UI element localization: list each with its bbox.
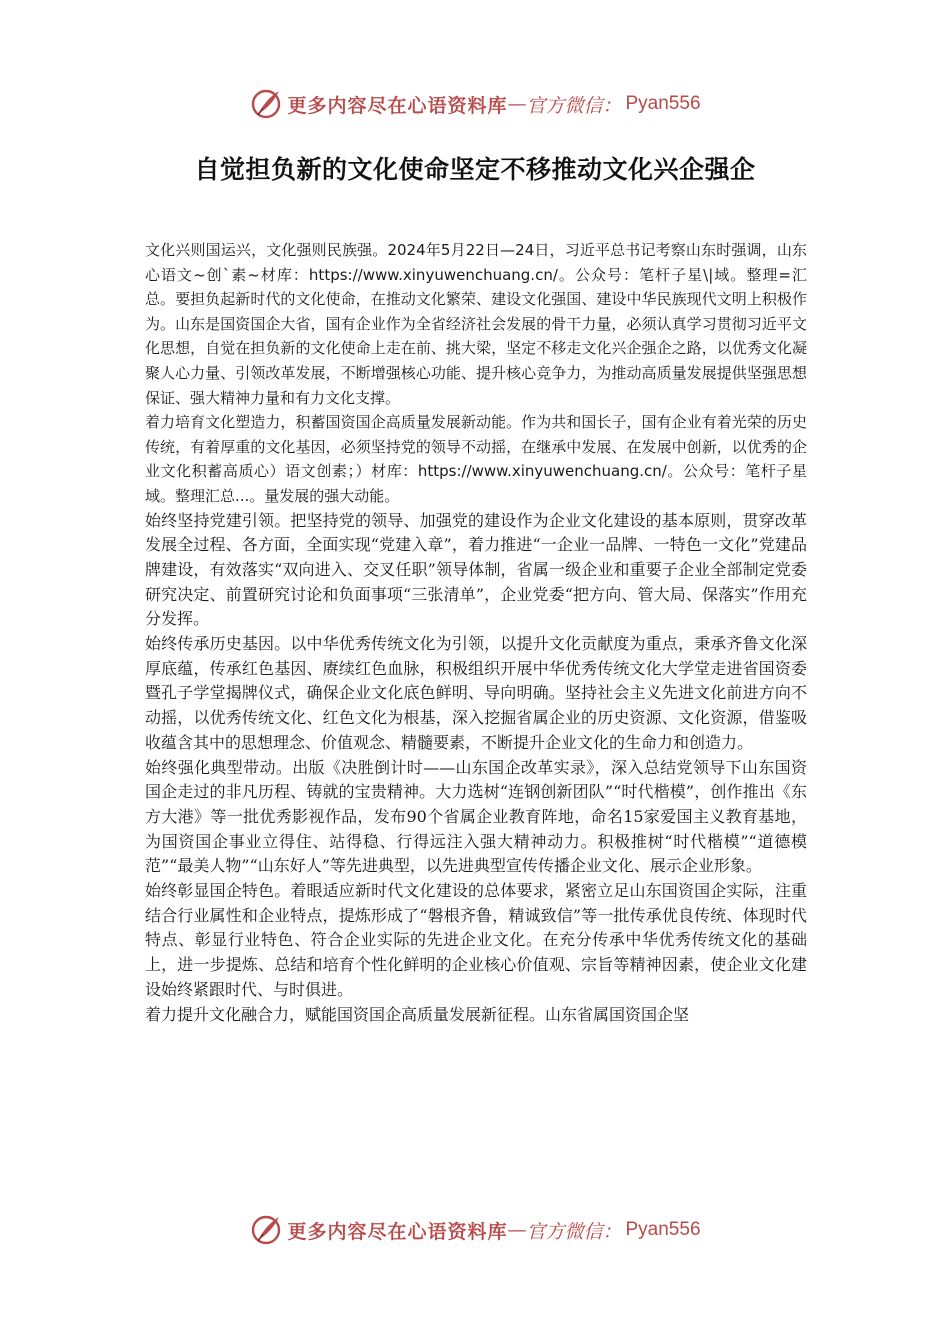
watermark-text: 更多内容尽在心语资料库 [287,94,508,117]
paragraph: 着力提升文化融合力，赋能国资国企高质量发展新征程。山东省属国资国企坚 [145,1004,690,1024]
quill-logo-icon [249,87,283,121]
watermark-label: 官方微信： [526,94,622,117]
paragraph: 始终彰显国企特色。着眼适应新时代文化建设的总体要求，紧密立足山东国资国企实际，注重结合行业属性和企业特点，提炼形成了“磐根齐鲁，精诚致信”等一批传承优良传统、体现时代特点、彰显行业特色、符合企业实际的先进企业文化。在充分传承中华优秀传统文化的基础上，进一步提炼、总结和培育个性化鲜明的企业核心价值观、宗旨等精神因素，使企业文化建设始终紧跟时代、与时俱进。 [145,881,807,999]
watermark-footer [0,1210,950,1250]
watermark-wechat-id: Pyan556 [625,93,701,114]
article-body [145,238,807,1027]
watermark-header [0,84,950,124]
watermark-dash: — [507,93,527,115]
paragraph: 始终强化典型带动。出版《决胜倒计时——山东国企改革实录》，深入总结党领导下山东国资国企走过的非凡历程、铸就的宝贵精神。大力选树“连钢创新团队”“时代楷模”，创作推出《东方大港》等一批优秀影视作品，发布90个省属企业教育阵地，命名15家爱国主义教育基地，为国资国企事业立得住、站得稳、行得远注入强大精神动力。积极推树“时代楷模”“道德模范”“最美人物”“山东好人”等先进典型，以先进典型宣传传播企业文化、展示企业形象。 [145,757,807,876]
watermark-label: 官方微信： [526,1220,622,1243]
paragraph: 始终传承历史基因。以中华优秀传统文化为引领，以提升文化贡献度为重点，秉承齐鲁文化深厚底蕴，传承红色基因、赓续红色血脉，积极组织开展中华优秀传统文化大学堂走进省国资委暨孔子学堂揭牌仪式，确保企业文化底色鲜明、导向明确。坚持社会主义先进文化前进方向不动摇，以优秀传统文化、红色文化为根基，深入挖掘省属企业的历史资源、文化资源，借鉴吸收蕴含其中的思想理念、价值观念、精髓要素，不断提升企业文化的生命力和创造力。 [145,634,807,752]
paragraph: 始终坚持党建引领。把坚持党的领导、加强党的建设作为企业文化建设的基本原则，贯穿改革发展全过程、各方面，全面实现“党建入章”，着力推进“一企业一品牌、一特色一文化”党建品牌建设，有效落实“双向进入、交叉任职”领导体制，省属一级企业和重要子企业全部制定党委研究决定、前置研究讨论和负面事项“三张清单”，企业党委“把方向、管大局、保落实”作用充分发挥。 [145,510,807,629]
watermark-dash: — [507,1219,527,1241]
watermark-text: 更多内容尽在心语资料库 [287,1220,508,1243]
quill-logo-icon [249,1213,283,1247]
paragraph: 文化兴则国运兴，文化强则民族强。2024年5月22日—24日，习近平总书记考察山东时强调，山东心语文~创`素~材库：https://www.xinyuwenchuang.cn/。公众号：笔杆子星\|域。整理=汇总。要担负起新时代的文化使命，在推动文化繁荣、建设文化强国、建设中华民族现代文明上积极作为。山东是国资国企大省，国有企业作为全省经济社会发展的骨干力量，必须认真学习贯彻习近平文化思想，自觉在担负新的文化使命上走在前、挑大梁，坚定不移走文化兴企强企之路，以优秀文化凝聚人心力量、引领改革发展，不断增强核心功能、提升核心竞争力，为推动高质量发展提供坚强思想保证、强大精神力量和有力文化支撑。 [145,241,807,407]
watermark-wechat-id: Pyan556 [625,1219,701,1240]
paragraph: 着力培育文化塑造力，积蓄国资国企高质量发展新动能。作为共和国长子，国有企业有着光荣的历史传统，有着厚重的文化基因，必须坚持党的领导不动摇，在继承中发展、在发展中创新，以优秀的企业文化积蓄高质心）语文创素；）材库：https://www.xinyuwenchuang.cn/。公众号：笔杆子星域。整理汇总...。量发展的强大动能。 [145,413,807,505]
page-title: 自觉担负新的文化使命坚定不移推动文化兴企强企 [194,155,756,184]
